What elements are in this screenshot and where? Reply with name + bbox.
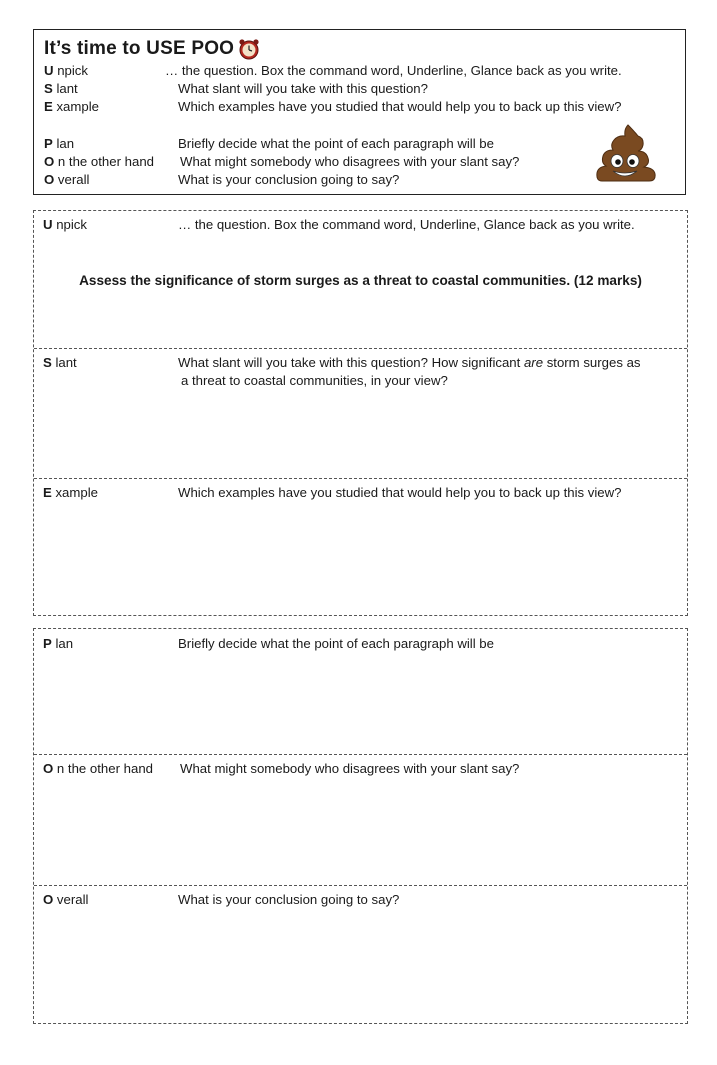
slant-section[interactable]	[34, 348, 687, 478]
poo-worksheet-box	[33, 628, 688, 1024]
example-section[interactable]	[34, 478, 687, 615]
use-worksheet-box	[33, 210, 688, 616]
summary-row-plan: P lan	[44, 136, 75, 151]
summary-prompt-unpick: … the question. Box the command word, Underline, Glance back as you write.	[165, 63, 622, 78]
summary-prompt-slant: What slant will you take with this question?	[178, 81, 428, 96]
unpick-prompt: … the question. Box the command word, Underline, Glance back as you write.	[178, 217, 635, 232]
unpick-section	[34, 211, 687, 348]
summary-row-example: E xample	[44, 99, 99, 114]
summary-prompt-other-hand: What might somebody who disagrees with your slant say?	[180, 154, 520, 169]
other-hand-section[interactable]	[34, 754, 687, 885]
summary-row-other-hand: O n the other hand	[44, 154, 154, 169]
alarm-clock-icon	[238, 38, 260, 60]
plan-section[interactable]	[34, 629, 687, 754]
other-hand-label: O n the other hand	[43, 761, 153, 776]
unpick-label: U npick	[43, 217, 87, 232]
poo-emoji-icon	[594, 123, 658, 185]
summary-prompt-example: Which examples have you studied that would help you to back up this view?	[178, 99, 622, 114]
example-label: E xample	[43, 485, 98, 500]
summary-prompt-plan: Briefly decide what the point of each paragraph will be	[178, 136, 494, 151]
summary-row-overall: O verall	[44, 172, 90, 187]
overall-label: O verall	[43, 892, 89, 907]
plan-prompt: Briefly decide what the point of each paragraph will be	[178, 636, 494, 651]
page-title: It’s time to USE POO	[44, 38, 235, 59]
summary-row-unpick: U npick	[44, 63, 88, 78]
plan-label: P lan	[43, 636, 74, 651]
other-hand-prompt: What might somebody who disagrees with your slant say?	[180, 761, 520, 776]
overall-section[interactable]	[34, 885, 687, 1023]
exam-question: Assess the significance of storm surges as a threat to coastal communities. (12 marks)	[79, 273, 642, 288]
summary-box	[33, 29, 686, 195]
overall-prompt: What is your conclusion going to say?	[178, 892, 400, 907]
summary-row-slant: S lant	[44, 81, 78, 96]
slant-prompt: What slant will you take with this question? How significant are storm surges as a threat to coastal communities, in your view?	[178, 355, 641, 388]
summary-prompt-overall: What is your conclusion going to say?	[178, 172, 400, 187]
example-prompt: Which examples have you studied that would help you to back up this view?	[178, 485, 622, 500]
slant-label: S lant	[43, 355, 77, 370]
